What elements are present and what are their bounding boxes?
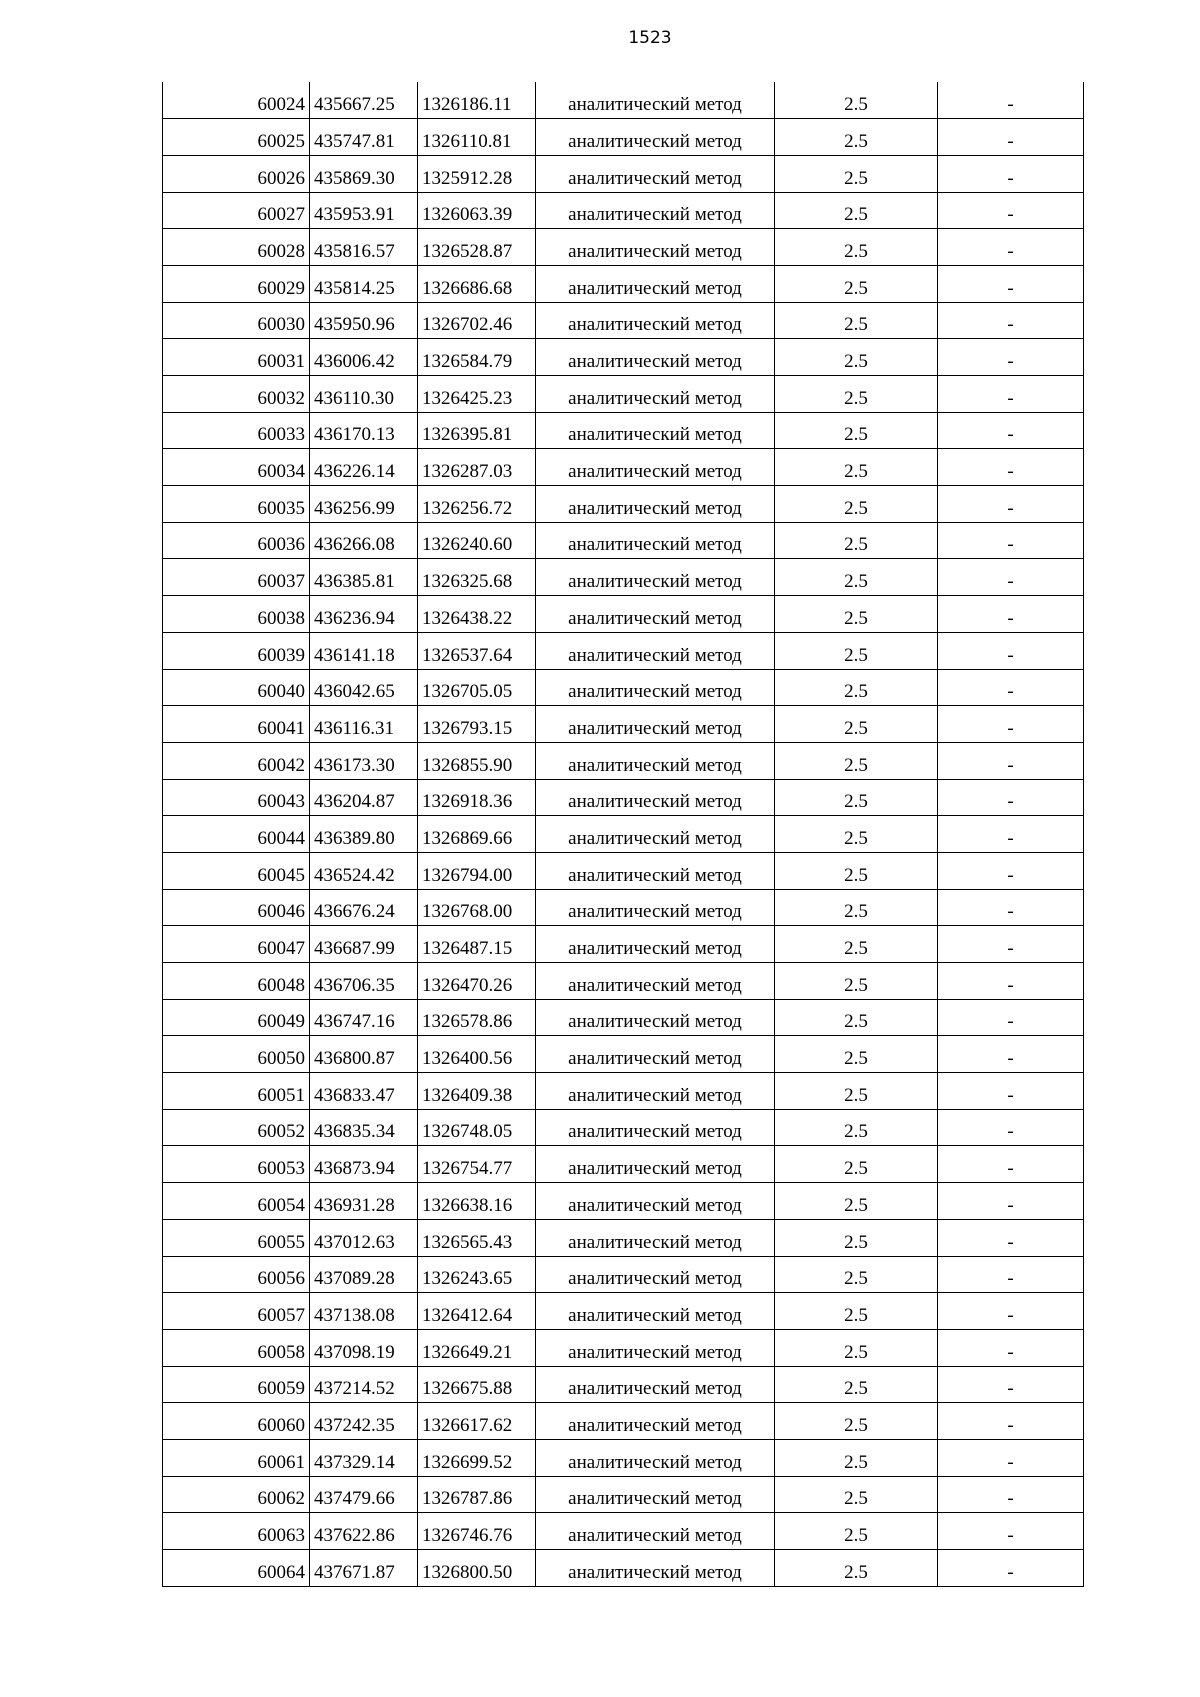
- cell-source-id: 60042: [163, 742, 310, 779]
- cell-x-coordinate: 436006.42: [310, 339, 418, 376]
- cell-method: аналитический метод: [536, 486, 775, 523]
- cell-note: -: [938, 1329, 1084, 1366]
- cell-note: -: [938, 1219, 1084, 1256]
- cell-y-coordinate: 1326425.23: [418, 376, 536, 413]
- cell-method: аналитический метод: [536, 963, 775, 1000]
- cell-method: аналитический метод: [536, 926, 775, 963]
- cell-method: аналитический метод: [536, 852, 775, 889]
- cell-y-coordinate: 1326768.00: [418, 889, 536, 926]
- cell-method: аналитический метод: [536, 816, 775, 853]
- cell-y-coordinate: 1326400.56: [418, 1036, 536, 1073]
- page-number: 1523: [628, 28, 672, 48]
- cell-x-coordinate: 436116.31: [310, 706, 418, 743]
- cell-value: 2.5: [775, 376, 938, 413]
- cell-x-coordinate: 435953.91: [310, 192, 418, 229]
- cell-note: -: [938, 339, 1084, 376]
- cell-y-coordinate: 1326240.60: [418, 522, 536, 559]
- cell-x-coordinate: 435816.57: [310, 229, 418, 266]
- cell-x-coordinate: 437214.52: [310, 1366, 418, 1403]
- cell-y-coordinate: 1326699.52: [418, 1439, 536, 1476]
- cell-source-id: 60059: [163, 1366, 310, 1403]
- cell-y-coordinate: 1326287.03: [418, 449, 536, 486]
- cell-value: 2.5: [775, 1036, 938, 1073]
- table-row: [163, 926, 1084, 963]
- table-row: [163, 119, 1084, 156]
- cell-source-id: 60043: [163, 779, 310, 816]
- table-row: [163, 1219, 1084, 1256]
- cell-source-id: 60058: [163, 1329, 310, 1366]
- cell-method: аналитический метод: [536, 1403, 775, 1440]
- cell-note: -: [938, 302, 1084, 339]
- cell-value: 2.5: [775, 963, 938, 1000]
- table-row: [163, 1513, 1084, 1550]
- cell-x-coordinate: 436204.87: [310, 779, 418, 816]
- cell-method: аналитический метод: [536, 1329, 775, 1366]
- cell-source-id: 60055: [163, 1219, 310, 1256]
- cell-x-coordinate: 436747.16: [310, 999, 418, 1036]
- table-row: [163, 816, 1084, 853]
- cell-note: -: [938, 1293, 1084, 1330]
- cell-source-id: 60053: [163, 1146, 310, 1183]
- cell-method: аналитический метод: [536, 449, 775, 486]
- cell-value: 2.5: [775, 119, 938, 156]
- table-row: [163, 1036, 1084, 1073]
- cell-y-coordinate: 1326702.46: [418, 302, 536, 339]
- cell-note: -: [938, 412, 1084, 449]
- cell-method: аналитический метод: [536, 82, 775, 119]
- cell-note: -: [938, 1146, 1084, 1183]
- cell-x-coordinate: 436236.94: [310, 596, 418, 633]
- cell-x-coordinate: 436676.24: [310, 889, 418, 926]
- cell-y-coordinate: 1326918.36: [418, 779, 536, 816]
- cell-note: -: [938, 852, 1084, 889]
- cell-value: 2.5: [775, 265, 938, 302]
- cell-value: 2.5: [775, 1219, 938, 1256]
- table-row: [163, 1256, 1084, 1293]
- cell-note: -: [938, 742, 1084, 779]
- cell-y-coordinate: 1326869.66: [418, 816, 536, 853]
- table-row: [163, 302, 1084, 339]
- cell-note: -: [938, 1036, 1084, 1073]
- cell-x-coordinate: 436800.87: [310, 1036, 418, 1073]
- cell-method: аналитический метод: [536, 1183, 775, 1220]
- cell-x-coordinate: 436110.30: [310, 376, 418, 413]
- cell-method: аналитический метод: [536, 1256, 775, 1293]
- table-row: [163, 1183, 1084, 1220]
- cell-y-coordinate: 1326578.86: [418, 999, 536, 1036]
- cell-method: аналитический метод: [536, 1439, 775, 1476]
- cell-x-coordinate: 435869.30: [310, 155, 418, 192]
- cell-value: 2.5: [775, 1183, 938, 1220]
- cell-note: -: [938, 779, 1084, 816]
- cell-x-coordinate: 437329.14: [310, 1439, 418, 1476]
- cell-note: -: [938, 963, 1084, 1000]
- cell-value: 2.5: [775, 1366, 938, 1403]
- cell-x-coordinate: 436835.34: [310, 1109, 418, 1146]
- cell-method: аналитический метод: [536, 742, 775, 779]
- table-row: [163, 1073, 1084, 1110]
- cell-x-coordinate: 436706.35: [310, 963, 418, 1000]
- cell-note: -: [938, 229, 1084, 266]
- cell-note: -: [938, 486, 1084, 523]
- cell-source-id: 60033: [163, 412, 310, 449]
- cell-note: -: [938, 1256, 1084, 1293]
- cell-value: 2.5: [775, 522, 938, 559]
- cell-x-coordinate: 436873.94: [310, 1146, 418, 1183]
- cell-x-coordinate: 436266.08: [310, 522, 418, 559]
- cell-method: аналитический метод: [536, 229, 775, 266]
- cell-x-coordinate: 437671.87: [310, 1550, 418, 1587]
- cell-note: -: [938, 1183, 1084, 1220]
- cell-method: аналитический метод: [536, 376, 775, 413]
- cell-value: 2.5: [775, 816, 938, 853]
- cell-source-id: 60028: [163, 229, 310, 266]
- cell-y-coordinate: 1326470.26: [418, 963, 536, 1000]
- cell-source-id: 60063: [163, 1513, 310, 1550]
- cell-method: аналитический метод: [536, 1476, 775, 1513]
- cell-value: 2.5: [775, 1073, 938, 1110]
- cell-source-id: 60029: [163, 265, 310, 302]
- cell-value: 2.5: [775, 1403, 938, 1440]
- cell-value: 2.5: [775, 559, 938, 596]
- cell-method: аналитический метод: [536, 1513, 775, 1550]
- table-row: [163, 339, 1084, 376]
- cell-source-id: 60034: [163, 449, 310, 486]
- cell-y-coordinate: 1326800.50: [418, 1550, 536, 1587]
- cell-source-id: 60046: [163, 889, 310, 926]
- table-row: [163, 1439, 1084, 1476]
- table-row: [163, 376, 1084, 413]
- table-row: [163, 265, 1084, 302]
- cell-x-coordinate: 437089.28: [310, 1256, 418, 1293]
- cell-value: 2.5: [775, 706, 938, 743]
- cell-method: аналитический метод: [536, 192, 775, 229]
- cell-y-coordinate: 1326649.21: [418, 1329, 536, 1366]
- cell-method: аналитический метод: [536, 302, 775, 339]
- cell-method: аналитический метод: [536, 779, 775, 816]
- cell-x-coordinate: 437012.63: [310, 1219, 418, 1256]
- cell-y-coordinate: 1326855.90: [418, 742, 536, 779]
- cell-method: аналитический метод: [536, 669, 775, 706]
- cell-x-coordinate: 437098.19: [310, 1329, 418, 1366]
- cell-x-coordinate: 436833.47: [310, 1073, 418, 1110]
- cell-source-id: 60036: [163, 522, 310, 559]
- cell-method: аналитический метод: [536, 1219, 775, 1256]
- cell-note: -: [938, 1513, 1084, 1550]
- cell-y-coordinate: 1326617.62: [418, 1403, 536, 1440]
- cell-x-coordinate: 437479.66: [310, 1476, 418, 1513]
- cell-x-coordinate: 436385.81: [310, 559, 418, 596]
- table-row: [163, 1403, 1084, 1440]
- cell-x-coordinate: 436042.65: [310, 669, 418, 706]
- cell-note: -: [938, 155, 1084, 192]
- cell-x-coordinate: 436931.28: [310, 1183, 418, 1220]
- cell-note: -: [938, 1550, 1084, 1587]
- cell-method: аналитический метод: [536, 1293, 775, 1330]
- cell-x-coordinate: 436524.42: [310, 852, 418, 889]
- cell-y-coordinate: 1326638.16: [418, 1183, 536, 1220]
- cell-note: -: [938, 192, 1084, 229]
- cell-source-id: 60027: [163, 192, 310, 229]
- cell-note: -: [938, 889, 1084, 926]
- table-row: [163, 559, 1084, 596]
- cell-x-coordinate: 436173.30: [310, 742, 418, 779]
- cell-value: 2.5: [775, 1293, 938, 1330]
- cell-source-id: 60060: [163, 1403, 310, 1440]
- cell-y-coordinate: 1326409.38: [418, 1073, 536, 1110]
- table-row: [163, 963, 1084, 1000]
- cell-method: аналитический метод: [536, 1073, 775, 1110]
- cell-source-id: 60044: [163, 816, 310, 853]
- table-row: [163, 1329, 1084, 1366]
- cell-source-id: 60049: [163, 999, 310, 1036]
- cell-note: -: [938, 82, 1084, 119]
- cell-value: 2.5: [775, 742, 938, 779]
- cell-source-id: 60050: [163, 1036, 310, 1073]
- cell-source-id: 60052: [163, 1109, 310, 1146]
- cell-method: аналитический метод: [536, 412, 775, 449]
- cell-y-coordinate: 1326487.15: [418, 926, 536, 963]
- cell-method: аналитический метод: [536, 339, 775, 376]
- cell-note: -: [938, 559, 1084, 596]
- cell-method: аналитический метод: [536, 119, 775, 156]
- cell-note: -: [938, 1366, 1084, 1403]
- cell-y-coordinate: 1326438.22: [418, 596, 536, 633]
- cell-value: 2.5: [775, 889, 938, 926]
- cell-value: 2.5: [775, 1109, 938, 1146]
- cell-source-id: 60038: [163, 596, 310, 633]
- cell-source-id: 60035: [163, 486, 310, 523]
- cell-method: аналитический метод: [536, 889, 775, 926]
- cell-source-id: 60041: [163, 706, 310, 743]
- cell-note: -: [938, 632, 1084, 669]
- table-row: [163, 852, 1084, 889]
- table-row: [163, 486, 1084, 523]
- cell-source-id: 60037: [163, 559, 310, 596]
- cell-x-coordinate: 435667.25: [310, 82, 418, 119]
- cell-method: аналитический метод: [536, 999, 775, 1036]
- cell-note: -: [938, 522, 1084, 559]
- cell-x-coordinate: 436226.14: [310, 449, 418, 486]
- cell-y-coordinate: 1326793.15: [418, 706, 536, 743]
- cell-value: 2.5: [775, 926, 938, 963]
- cell-value: 2.5: [775, 669, 938, 706]
- table-row: [163, 889, 1084, 926]
- cell-method: аналитический метод: [536, 1146, 775, 1183]
- cell-source-id: 60032: [163, 376, 310, 413]
- cell-value: 2.5: [775, 779, 938, 816]
- cell-y-coordinate: 1326794.00: [418, 852, 536, 889]
- cell-y-coordinate: 1326705.05: [418, 669, 536, 706]
- table-row: [163, 1476, 1084, 1513]
- table-row: [163, 229, 1084, 266]
- cell-x-coordinate: 436256.99: [310, 486, 418, 523]
- cell-source-id: 60030: [163, 302, 310, 339]
- cell-y-coordinate: 1326748.05: [418, 1109, 536, 1146]
- cell-value: 2.5: [775, 339, 938, 376]
- cell-y-coordinate: 1326528.87: [418, 229, 536, 266]
- cell-source-id: 60061: [163, 1439, 310, 1476]
- cell-y-coordinate: 1326537.64: [418, 632, 536, 669]
- coordinates-table: [162, 82, 1084, 1587]
- table-row: [163, 449, 1084, 486]
- table-row: [163, 155, 1084, 192]
- cell-value: 2.5: [775, 1439, 938, 1476]
- table-row: [163, 1109, 1084, 1146]
- cell-value: 2.5: [775, 1476, 938, 1513]
- table-row: [163, 1366, 1084, 1403]
- cell-x-coordinate: 437242.35: [310, 1403, 418, 1440]
- cell-value: 2.5: [775, 852, 938, 889]
- cell-note: -: [938, 999, 1084, 1036]
- table-row: [163, 1293, 1084, 1330]
- cell-value: 2.5: [775, 632, 938, 669]
- cell-value: 2.5: [775, 486, 938, 523]
- cell-y-coordinate: 1326186.11: [418, 82, 536, 119]
- cell-method: аналитический метод: [536, 1036, 775, 1073]
- cell-method: аналитический метод: [536, 596, 775, 633]
- table-row: [163, 522, 1084, 559]
- cell-value: 2.5: [775, 302, 938, 339]
- cell-note: -: [938, 1476, 1084, 1513]
- cell-method: аналитический метод: [536, 1366, 775, 1403]
- cell-value: 2.5: [775, 155, 938, 192]
- cell-y-coordinate: 1326256.72: [418, 486, 536, 523]
- cell-value: 2.5: [775, 1256, 938, 1293]
- cell-value: 2.5: [775, 999, 938, 1036]
- cell-method: аналитический метод: [536, 559, 775, 596]
- cell-y-coordinate: 1326412.64: [418, 1293, 536, 1330]
- cell-y-coordinate: 1326754.77: [418, 1146, 536, 1183]
- table-row: [163, 706, 1084, 743]
- cell-note: -: [938, 449, 1084, 486]
- table-row: [163, 1550, 1084, 1587]
- cell-value: 2.5: [775, 1550, 938, 1587]
- cell-y-coordinate: 1326584.79: [418, 339, 536, 376]
- cell-y-coordinate: 1326746.76: [418, 1513, 536, 1550]
- cell-source-id: 60064: [163, 1550, 310, 1587]
- cell-x-coordinate: 435814.25: [310, 265, 418, 302]
- cell-source-id: 60024: [163, 82, 310, 119]
- cell-value: 2.5: [775, 82, 938, 119]
- cell-method: аналитический метод: [536, 522, 775, 559]
- cell-source-id: 60031: [163, 339, 310, 376]
- table-row: [163, 82, 1084, 119]
- cell-value: 2.5: [775, 192, 938, 229]
- cell-source-id: 60025: [163, 119, 310, 156]
- table-row: [163, 1146, 1084, 1183]
- table-row: [163, 999, 1084, 1036]
- cell-source-id: 60054: [163, 1183, 310, 1220]
- cell-source-id: 60048: [163, 963, 310, 1000]
- cell-note: -: [938, 596, 1084, 633]
- cell-note: -: [938, 1439, 1084, 1476]
- cell-y-coordinate: 1326565.43: [418, 1219, 536, 1256]
- cell-note: -: [938, 1403, 1084, 1440]
- cell-source-id: 60057: [163, 1293, 310, 1330]
- cell-source-id: 60026: [163, 155, 310, 192]
- cell-value: 2.5: [775, 1146, 938, 1183]
- cell-source-id: 60045: [163, 852, 310, 889]
- table-row: [163, 596, 1084, 633]
- cell-y-coordinate: 1326110.81: [418, 119, 536, 156]
- table-row: [163, 669, 1084, 706]
- cell-x-coordinate: 435747.81: [310, 119, 418, 156]
- cell-note: -: [938, 1109, 1084, 1146]
- cell-source-id: 60040: [163, 669, 310, 706]
- cell-note: -: [938, 376, 1084, 413]
- table-row: [163, 632, 1084, 669]
- cell-x-coordinate: 437138.08: [310, 1293, 418, 1330]
- cell-x-coordinate: 437622.86: [310, 1513, 418, 1550]
- cell-note: -: [938, 706, 1084, 743]
- table-row: [163, 779, 1084, 816]
- cell-y-coordinate: 1326063.39: [418, 192, 536, 229]
- cell-y-coordinate: 1326395.81: [418, 412, 536, 449]
- cell-method: аналитический метод: [536, 265, 775, 302]
- cell-note: -: [938, 816, 1084, 853]
- cell-note: -: [938, 119, 1084, 156]
- cell-source-id: 60039: [163, 632, 310, 669]
- cell-note: -: [938, 669, 1084, 706]
- cell-x-coordinate: 435950.96: [310, 302, 418, 339]
- cell-x-coordinate: 436687.99: [310, 926, 418, 963]
- cell-note: -: [938, 926, 1084, 963]
- cell-note: -: [938, 1073, 1084, 1110]
- cell-y-coordinate: 1325912.28: [418, 155, 536, 192]
- cell-y-coordinate: 1326787.86: [418, 1476, 536, 1513]
- table-row: [163, 742, 1084, 779]
- cell-note: -: [938, 265, 1084, 302]
- cell-y-coordinate: 1326325.68: [418, 559, 536, 596]
- cell-x-coordinate: 436389.80: [310, 816, 418, 853]
- cell-y-coordinate: 1326675.88: [418, 1366, 536, 1403]
- cell-value: 2.5: [775, 1329, 938, 1366]
- cell-x-coordinate: 436170.13: [310, 412, 418, 449]
- cell-y-coordinate: 1326243.65: [418, 1256, 536, 1293]
- table-row: [163, 412, 1084, 449]
- cell-x-coordinate: 436141.18: [310, 632, 418, 669]
- cell-value: 2.5: [775, 1513, 938, 1550]
- table-row: [163, 192, 1084, 229]
- cell-source-id: 60051: [163, 1073, 310, 1110]
- cell-source-id: 60062: [163, 1476, 310, 1513]
- cell-source-id: 60047: [163, 926, 310, 963]
- cell-value: 2.5: [775, 449, 938, 486]
- cell-value: 2.5: [775, 596, 938, 633]
- cell-value: 2.5: [775, 229, 938, 266]
- cell-method: аналитический метод: [536, 632, 775, 669]
- cell-method: аналитический метод: [536, 706, 775, 743]
- cell-y-coordinate: 1326686.68: [418, 265, 536, 302]
- cell-method: аналитический метод: [536, 155, 775, 192]
- cell-method: аналитический метод: [536, 1109, 775, 1146]
- cell-value: 2.5: [775, 412, 938, 449]
- cell-method: аналитический метод: [536, 1550, 775, 1587]
- cell-source-id: 60056: [163, 1256, 310, 1293]
